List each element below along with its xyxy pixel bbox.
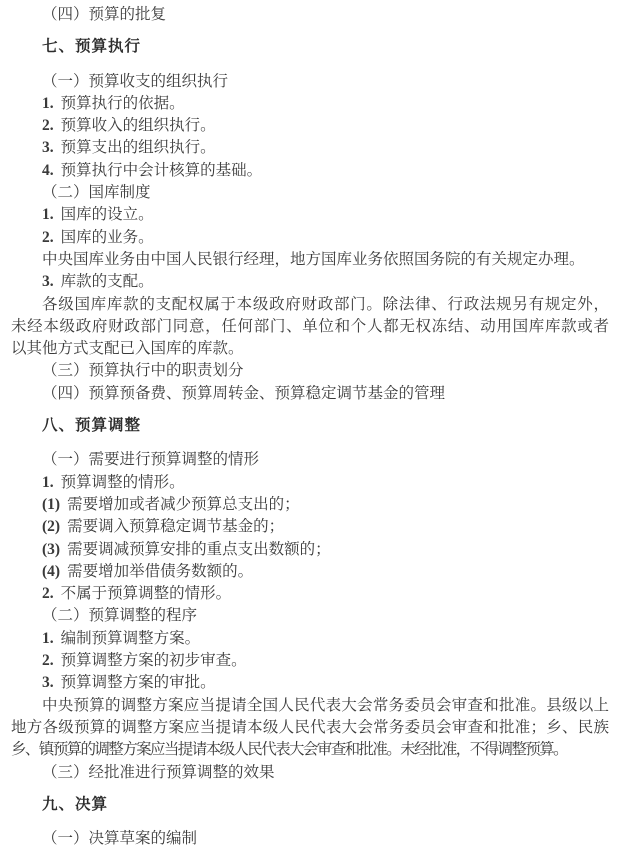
subsection-line: （二）预算调整的程序 <box>42 607 198 625</box>
subsection-line: （三）预算执行中的职责划分 <box>42 362 244 380</box>
list-marker: 1. <box>42 206 54 224</box>
paragraph-line: 未经本级政府财政部门同意，任何部门、单位和个人都无权冻结、动用国库库款或者 <box>11 317 609 335</box>
numbered-item <box>11 160 609 182</box>
line-text: 需要调减预算安排的重点支出数额的； <box>67 540 331 558</box>
numbered-item <box>11 583 609 605</box>
numbered-item <box>11 472 609 494</box>
subsection-line: （四）预算的批复 <box>42 6 167 23</box>
line-text: 需要调入预算稳定调节基金的； <box>67 518 285 536</box>
paragraph-line: 中央预算的调整方案应当提请全国人民代表大会常务委员会审查和批准。县级以上 <box>42 696 609 714</box>
list-marker: 2. <box>42 652 54 670</box>
paragraph-line: 中央国库业务由中国人民银行经理，地方国库业务依照国务院的有关规定办理。 <box>42 250 585 268</box>
list-marker: (4) <box>42 562 61 580</box>
numbered-item <box>11 271 609 293</box>
line-text: 预算调整方案的审批。 <box>60 674 216 692</box>
section-heading: 七、预算执行 <box>42 38 142 56</box>
line-text: 库款的支配。 <box>60 273 154 291</box>
sub-point-item <box>11 494 609 516</box>
subsection-line: （四）预算预备费、预算周转金、预算稳定调节基金的管理 <box>42 384 446 402</box>
line-text: 需要增加举借债务数额的。 <box>67 562 254 580</box>
sub-point-item <box>11 539 609 561</box>
sub-point-item <box>11 561 609 583</box>
list-marker: 4. <box>42 161 54 179</box>
list-marker: 3. <box>42 139 54 157</box>
numbered-item <box>11 672 609 694</box>
numbered-item <box>11 227 609 249</box>
list-marker: 1. <box>42 473 54 491</box>
sub-point-item <box>11 516 609 538</box>
list-marker: (2) <box>42 518 61 536</box>
line-text: 国库的业务。 <box>60 228 154 246</box>
numbered-item <box>11 115 609 137</box>
list-marker: (3) <box>42 540 61 558</box>
subsection-line: （二）国库制度 <box>42 184 151 202</box>
subsection-line: （一）预算收支的组织执行 <box>42 72 229 90</box>
document-body <box>11 4 609 850</box>
paragraph-line: 各级国库库款的支配权属于本级政府财政部门。除法律、行政法规另有规定外， <box>42 295 609 313</box>
line-text: 需要增加或者减少预算总支出的； <box>67 495 300 513</box>
section-heading: 九、决算 <box>42 795 109 813</box>
subsection-line: （一）决算草案的编制 <box>42 830 198 848</box>
numbered-item <box>11 628 609 650</box>
numbered-item <box>11 137 609 159</box>
subsection-line: （三）经批准进行预算调整的效果 <box>42 763 275 781</box>
subsection-line: （一）需要进行预算调整的情形 <box>42 451 260 469</box>
numbered-item <box>11 650 609 672</box>
line-text: 预算调整的情形。 <box>60 473 185 491</box>
line-text: 预算执行的依据。 <box>60 94 185 112</box>
numbered-item <box>11 204 609 226</box>
line-text: 编制预算调整方案。 <box>60 629 201 647</box>
list-marker: 2. <box>42 117 54 135</box>
line-text: 国库的设立。 <box>60 206 154 224</box>
paragraph-line: 地方各级预算的调整方案应当提请本级人民代表大会常务委员会审查和批准；乡、民族 <box>11 718 609 736</box>
list-marker: (1) <box>42 495 61 513</box>
list-marker: 2. <box>42 585 54 603</box>
line-text: 不属于预算调整的情形。 <box>60 585 232 603</box>
list-marker: 2. <box>42 228 54 246</box>
list-marker: 3. <box>42 674 54 692</box>
paragraph-line: 以其他方式支配已入国库的库款。 <box>11 340 244 358</box>
numbered-item <box>11 93 609 115</box>
line-text: 预算支出的组织执行。 <box>60 139 216 157</box>
section-heading: 八、预算调整 <box>42 417 142 435</box>
list-marker: 1. <box>42 94 54 112</box>
line-text: 预算调整方案的初步审查。 <box>60 652 247 670</box>
paragraph-line: 乡、镇预算的调整方案应当提请本级人民代表大会审查和批准。未经批准，不得调整预算。 <box>11 741 568 759</box>
line-text: 预算执行中会计核算的基础。 <box>60 161 263 179</box>
list-marker: 1. <box>42 629 54 647</box>
line-text: 预算收入的组织执行。 <box>60 117 216 135</box>
list-marker: 3. <box>42 273 54 291</box>
